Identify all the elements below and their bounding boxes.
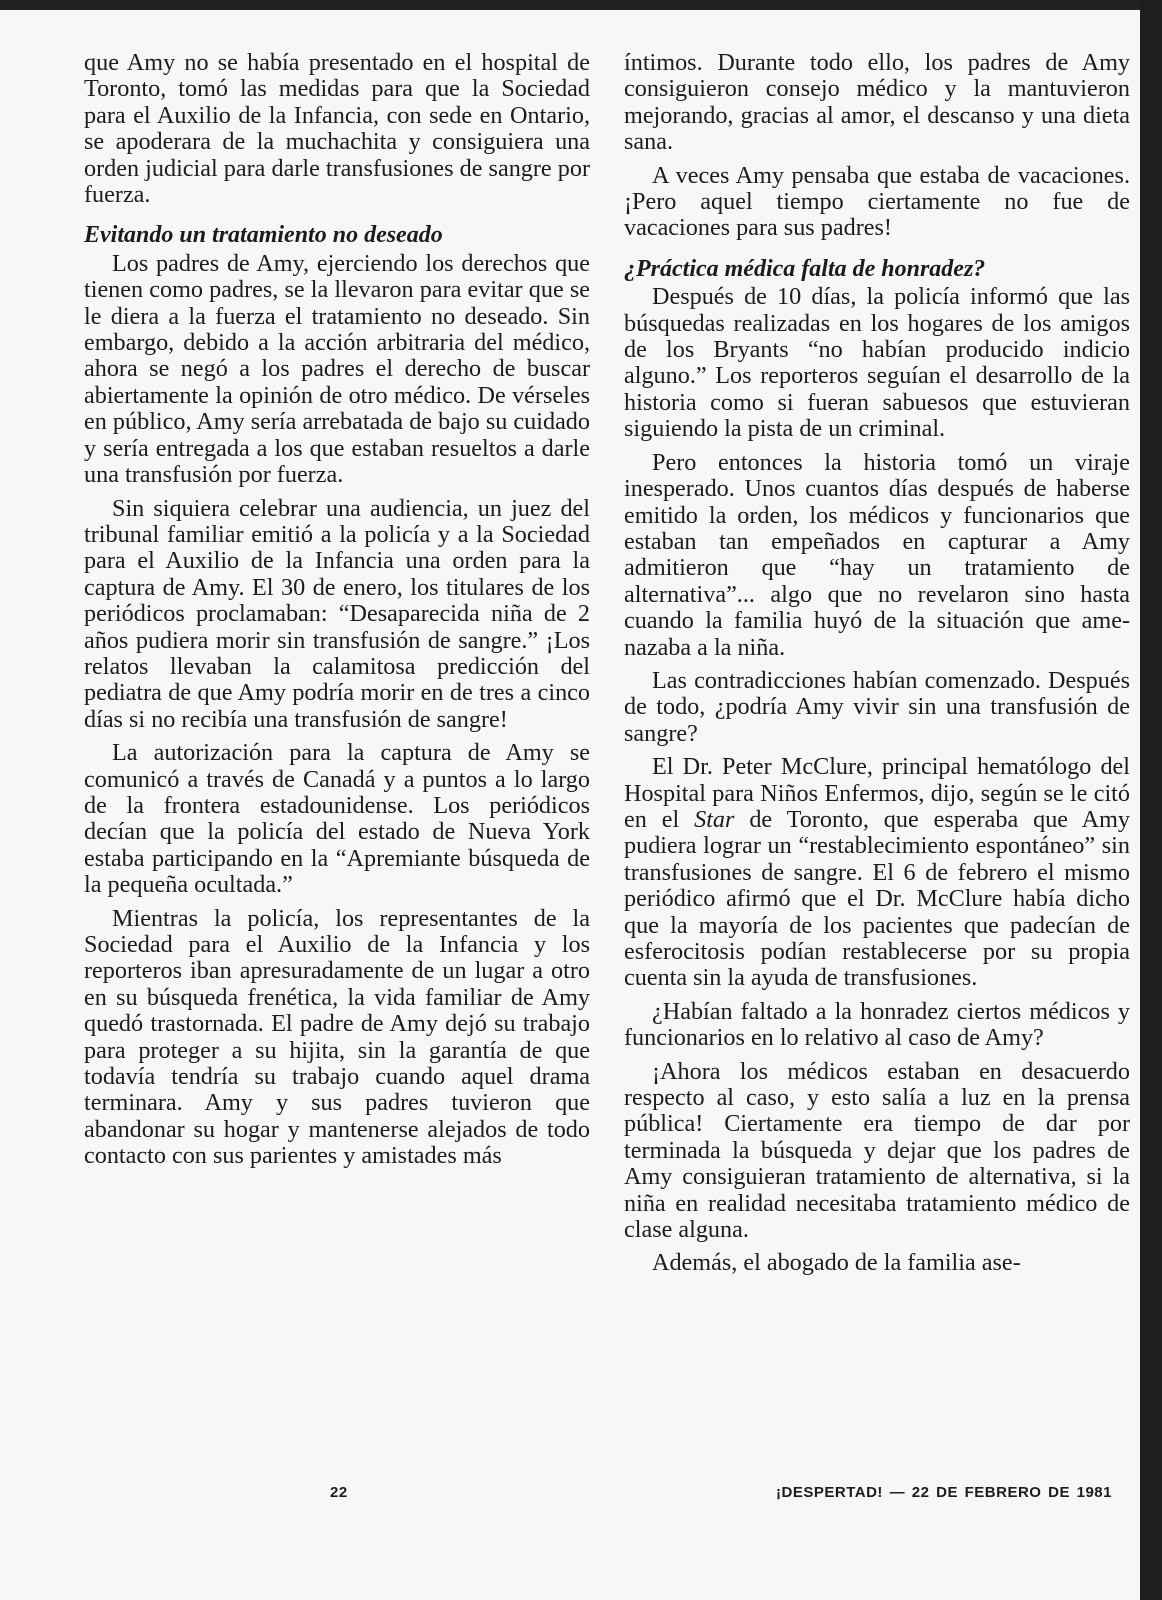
left-paragraph-4: La autorización para la captura de Amy se comunicó a través de Canadá y a puntos a lo largo de la frontera estadounidense. Los periódicos decían que la policía del estado de Nueva York estaba participando en la “Apremiante búsqueda de la pequeña ocultada.” xyxy=(84,739,590,899)
left-column xyxy=(84,50,590,1177)
left-paragraph-3: Sin siquiera celebrar una audiencia, un juez del tribunal familiar emitió a la policía y a la Sociedad para el Auxilio de la Infancia una orden para la captura de Amy. El 30 de enero, los titulares de los periódicos proclamaban: “Desaparecida niña de 2 años pudiera morir sin transfusión de sangre.” ¡Los relatos llevaban la calamitosa predicción del pediatra de que Amy podría morir en de tres a cinco días si no recibía una transfusión de sangre! xyxy=(84,494,590,733)
p6-text-before: El Dr. Peter McClure, principal hematólogo del Hospital para Niños Enfermos, dijo, según se le citó en el xyxy=(624,753,1130,833)
left-paragraph-5: Mientras la policía, los representantes de la Sociedad para el Auxilio de la Infancia y los reporteros iban apresuradamente de un lugar a otro en su búsqueda frenética, la vida familiar de Amy quedó trastornada. El padre de Amy dejó su trabajo para proteger a su hijita, sin la garantía de que todavía tendría su trabajo cuando aquel drama terminara. Amy y sus padres tuvieron que abandonar su hogar y mantenerse alejados de todo contacto con sus parientes y amistades más xyxy=(84,904,590,1170)
right-column xyxy=(624,50,1130,1284)
right-paragraph-7: ¿Habían faltado a la honradez ciertos médicos y funcionarios en lo relativo al caso de Amy? xyxy=(624,997,1130,1052)
right-paragraph-8: ¡Ahora los médicos estaban en desacuerdo respecto al caso, y esto salía a luz en la prensa pública! Ciertamente era tiempo de dar por terminada la búsqueda y dejar que los padres de Amy consiguieran tratamiento de alternativa, si la niña en realidad necesitaba tratamiento médico de clase alguna. xyxy=(624,1057,1130,1244)
p6-text-after: de Toronto, que esperaba que Amy pudiera lograr un “restablecimiento espontáneo” sin transfusiones de sangre. El 6 de febrero el mismo periódico afirmó que el Dr. McClure había dicho que la mayoría de los pacientes que padecían de esferocitosis podían restablecerse por su propia cuenta sin la ayuda de transfusiones. xyxy=(624,805,1130,992)
right-paragraph-3: Después de 10 días, la policía informó que las búsquedas realizadas en los hogares de los amigos de los Bryants “no habían producido indicio alguno.” Los reporteros seguían el desarrollo de la historia como si fueran sabuesos que estuvieran siguiendo la pista de un criminal. xyxy=(624,283,1130,443)
left-paragraph-1: que Amy no se había presentado en el hospital de Toronto, tomó las medidas para que la Sociedad para el Auxilio de la Infancia, con sede en Ontario, se apoderara de la muchachita y consiguiera una orden judicial para darle transfusiones de sangre por fuerza. xyxy=(84,49,590,209)
newspaper-name-star: Star xyxy=(694,805,735,833)
magazine-credit: ¡DESPERTAD! — 22 DE FEBRERO DE 1981 xyxy=(776,1484,1112,1501)
right-paragraph-6 xyxy=(624,754,1130,992)
section-heading-practica: ¿Práctica médica falta de honradez? xyxy=(624,255,986,282)
right-paragraph-5: Las contradicciones habían comenzado. Después de todo, ¿podría Amy vivir sin una transfusión de sangre? xyxy=(624,666,1130,747)
scan-right-edge xyxy=(1140,0,1162,1600)
left-paragraph-2: Los padres de Amy, ejerciendo los derechos que tienen como padres, se la llevaron para evitar que se le diera a la fuerza el tratamiento no deseado. Sin embargo, debido a la acción arbitraria del médico, ahora se negó a los padres el derecho de buscar abiertamente la opinión de otro médico. De vérseles en público, Amy sería arrebatada de bajo su cuidado y sería entregada a los que estaban resueltos a darle una transfusión por fuerza. xyxy=(84,249,590,489)
scan-top-edge xyxy=(0,0,1162,10)
right-paragraph-2: A veces Amy pensaba que estaba de vacaciones. ¡Pero aquel tiempo ciertamente no fue de vacaciones para sus padres! xyxy=(624,161,1130,242)
right-paragraph-4: Pero entonces la historia tomó un viraje inesperado. Unos cuantos días después de haberse emitido la orden, los médicos y funcionarios que estaban tan empeñados en capturar a Amy admitieron que “hay un tratamiento de alternativa”... algo que no revelaron sino hasta cuando la familia huyó de la situación que amenazaba a la niña. xyxy=(624,448,1130,661)
page-number: 22 xyxy=(330,1484,348,1501)
section-heading-evitando: Evitando un tratamiento no deseado xyxy=(84,222,443,249)
right-paragraph-1: íntimos. Durante todo ello, los padres de Amy consiguieron consejo médico y la mantuvieron mejorando, gracias al amor, el descanso y una dieta sana. xyxy=(624,49,1130,156)
right-paragraph-9: Además, el abogado de la familia ase- xyxy=(652,1249,1021,1277)
